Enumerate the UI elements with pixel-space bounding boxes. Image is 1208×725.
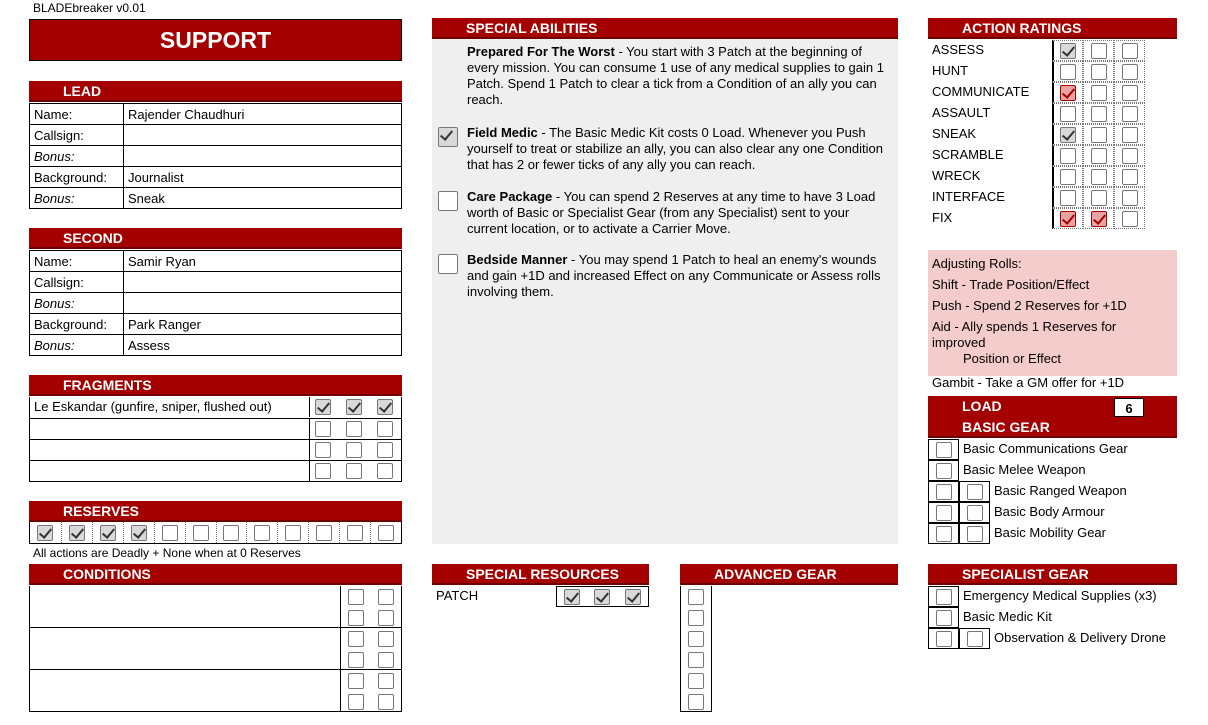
action-dot-cell [1052,166,1083,187]
reserve-cell [154,522,185,543]
field-label: Bonus: [30,335,124,356]
lead-table [29,103,402,209]
info-row [30,188,402,209]
checkbox[interactable] [1060,85,1076,101]
info-row [30,293,402,314]
checkbox[interactable] [1060,64,1076,80]
checkbox[interactable] [1091,127,1107,143]
checkbox[interactable] [1122,64,1138,80]
reserve-cell [216,522,247,543]
field-label: Bonus: [30,188,124,209]
checkbox[interactable] [348,589,364,605]
checkbox[interactable] [967,484,983,500]
info-row [30,104,402,125]
gear-name: Basic Ranged Weapon [994,483,1127,498]
checkbox[interactable] [346,442,362,458]
checkbox[interactable] [1122,127,1138,143]
action-dot-cell [1083,61,1114,82]
checkbox[interactable] [1060,148,1076,164]
field-value[interactable]: Assess [124,335,402,356]
advanced-gear-slot [681,628,711,649]
reserve-cell [30,522,61,543]
action-dot-cell [1083,103,1114,124]
action-dot-cell [1114,208,1145,229]
action-rating-row [928,103,1177,124]
ability-text: - You may spend 1 Patch to heal an enemy's wounds and gain +1D and increased Effect on any Communicate or Assess rolls involving them. [467,252,881,299]
fragment-checks [309,419,398,439]
adjusting-rolls-panel [928,250,1177,390]
checkbox[interactable] [378,652,394,668]
special-resources-header: SPECIAL RESOURCES [432,564,649,585]
field-label: Bonus: [30,146,124,167]
lead-header: LEAD [29,81,402,102]
action-dot-cell [1083,145,1114,166]
action-name: ASSESS [932,42,985,57]
ability-item [467,189,892,237]
resource-row [432,586,649,607]
fragment-checks [309,397,398,417]
advanced-gear-list [680,586,712,712]
special-resources-list [432,586,649,607]
action-rating-row [928,145,1177,166]
checkbox[interactable] [378,525,394,541]
checkbox[interactable] [1122,43,1138,59]
checkbox[interactable] [162,525,178,541]
action-dot-cell [1052,124,1083,145]
gear-name: Basic Communications Gear [963,441,1128,456]
action-name: FIX [932,210,953,225]
action-ratings-header: ACTION RATINGS [928,18,1177,39]
checkbox[interactable] [378,631,394,647]
basic-gear-list [928,439,1177,544]
info-row [30,335,402,356]
checkbox[interactable] [378,694,394,710]
field-value[interactable] [124,293,402,314]
info-row [30,125,402,146]
second-header: SECOND [29,228,402,249]
reserve-cell [61,522,92,543]
gear-item[interactable] [928,523,1177,544]
action-dot-cell [1114,61,1145,82]
action-rating-row [928,124,1177,145]
checkbox[interactable] [346,463,362,479]
fragment-row [30,460,401,481]
action-dot-cell [1114,145,1145,166]
checkbox[interactable] [1091,148,1107,164]
checkbox[interactable] [594,589,610,605]
action-dot-cell [1114,40,1145,61]
checkbox[interactable] [346,399,362,415]
checkbox[interactable] [688,589,704,605]
field-value[interactable]: Journalist [124,167,402,188]
specialist-gear-header: SPECIALIST GEAR [928,564,1177,585]
advanced-gear-slot [681,649,711,670]
gear-box [928,628,959,649]
checkbox[interactable] [688,652,704,668]
checkbox[interactable] [936,610,952,626]
resource-name: PATCH [436,588,479,603]
adjusting-line: Shift - Trade Position/Effect [932,277,1090,292]
checkbox[interactable] [438,254,458,274]
checkbox[interactable] [1060,211,1076,227]
reserve-cell [308,522,339,543]
action-dot-cell [1114,166,1145,187]
condition-row[interactable] [30,628,401,670]
conditions-header: CONDITIONS [29,564,402,585]
checkbox[interactable] [348,652,364,668]
gear-item[interactable] [928,439,1177,460]
gear-name: Basic Mobility Gear [994,525,1106,540]
action-dots [1052,166,1177,187]
adjusting-line: Aid - Ally spends 1 Reserves for improved [932,319,1117,350]
checkbox[interactable] [1091,43,1107,59]
checkbox[interactable] [1060,169,1076,185]
action-name: ASSAULT [932,105,991,120]
reserve-cell [123,522,154,543]
checkbox[interactable] [688,694,704,710]
action-rating-row [928,187,1177,208]
ability-text: - You can spend 2 Reserves at any time to have 3 Load worth of Basic or Specialist Gear (from any Specialist) sent to your current location, or to activate a Carrier Move. [467,189,876,236]
adjusting-title: Adjusting Rolls: [932,256,1022,271]
action-dots [1052,82,1177,103]
action-name: COMMUNICATE [932,84,1030,99]
checkbox[interactable] [688,673,704,689]
checkbox[interactable] [131,525,147,541]
checkbox[interactable] [316,525,332,541]
checkbox[interactable] [378,673,394,689]
action-name: INTERFACE [932,189,1005,204]
checkbox[interactable] [378,589,394,605]
checkbox[interactable] [1091,211,1107,227]
action-dot-cell [1052,208,1083,229]
field-value[interactable]: Park Ranger [124,314,402,335]
action-dot-cell [1052,187,1083,208]
action-name: WRECK [932,168,981,183]
action-dot-cell [1083,166,1114,187]
advanced-gear-slot [681,607,711,628]
ability-text: - You start with 3 Patch at the beginning of every mission. You can consume 1 use of any medical supplies to gain 1 Patch. Spend 1 Patch to clear a tick from a Condition of an ally you can reach. [467,44,884,107]
gear-box [928,481,959,502]
advanced-gear-slot [681,670,711,691]
checkbox[interactable] [315,463,331,479]
action-dots [1052,61,1177,82]
checkbox[interactable] [223,525,239,541]
gear-box [928,523,959,544]
ability-name: Bedside Manner [467,252,568,267]
action-name: SCRAMBLE [932,147,1004,162]
load-header [928,396,1177,438]
info-row [30,272,402,293]
gear-item[interactable] [928,481,1177,502]
checkbox[interactable] [378,610,394,626]
checkbox[interactable] [377,421,393,437]
gear-box [959,481,990,502]
action-dot-cell [1083,208,1114,229]
checkbox[interactable] [377,463,393,479]
version-label: BLADEbreaker v0.01 [33,1,146,15]
gear-name: Basic Body Armour [994,504,1105,519]
field-value[interactable] [124,125,402,146]
field-label: Bonus: [30,293,124,314]
info-row [30,314,402,335]
reserves-track [29,522,402,544]
action-dots [1052,145,1177,166]
action-dot-cell [1083,82,1114,103]
info-row [30,167,402,188]
fragments-header: FRAGMENTS [29,375,402,396]
ability-name: Field Medic [467,125,538,140]
playbook-title: SUPPORT [29,19,402,61]
gear-item[interactable] [928,586,1177,607]
fragment-text[interactable]: Le Eskandar (gunfire, sniper, flushed out) [34,399,272,414]
gear-name: Basic Melee Weapon [963,462,1086,477]
checkbox[interactable] [688,610,704,626]
gear-box [928,439,959,460]
action-dots [1052,208,1177,229]
checkbox[interactable] [936,526,952,542]
gear-box [928,460,959,481]
basic-gear-label: BASIC GEAR [962,419,1050,435]
reserve-cell [246,522,277,543]
reserves-note: All actions are Deadly + None when at 0 Reserves [33,546,301,560]
checkbox[interactable] [1122,106,1138,122]
checkbox[interactable] [967,526,983,542]
fragment-row [30,397,401,418]
load-label: LOAD [962,398,1002,414]
field-value[interactable] [124,146,402,167]
specialist-gear-list [928,586,1177,649]
checkbox[interactable] [967,505,983,521]
field-value[interactable] [124,272,402,293]
gear-item[interactable] [928,502,1177,523]
field-label: Name: [30,104,124,125]
action-dot-cell [1052,103,1083,124]
gear-item[interactable] [928,607,1177,628]
gear-name: Basic Medic Kit [963,609,1052,624]
checkbox[interactable] [347,525,363,541]
action-dots [1052,187,1177,208]
condition-ticks [340,586,401,628]
checkbox[interactable] [1091,64,1107,80]
field-label: Name: [30,251,124,272]
gear-box [928,502,959,523]
checkbox[interactable] [1091,106,1107,122]
action-dot-cell [1052,82,1083,103]
action-dot-cell [1114,187,1145,208]
checkbox[interactable] [1060,43,1076,59]
action-dot-cell [1114,124,1145,145]
checkbox[interactable] [936,631,952,647]
action-dot-cell [1052,61,1083,82]
reserve-cell [339,522,370,543]
checkbox[interactable] [1060,106,1076,122]
fragment-checks [309,440,398,460]
action-rating-row [928,61,1177,82]
gear-item[interactable] [928,628,1177,649]
field-value[interactable]: Samir Ryan [124,251,402,272]
action-dot-cell [1114,82,1145,103]
condition-ticks [340,628,401,670]
advanced-gear-header: ADVANCED GEAR [680,564,898,585]
action-dot-cell [1052,40,1083,61]
info-row [30,146,402,167]
checkbox[interactable] [377,399,393,415]
checkbox[interactable] [936,442,952,458]
gear-item[interactable] [928,460,1177,481]
checkbox[interactable] [348,631,364,647]
checkbox[interactable] [936,589,952,605]
checkbox[interactable] [688,631,704,647]
action-dot-cell [1083,124,1114,145]
load-value[interactable]: 6 [1114,398,1144,417]
condition-row[interactable] [30,586,401,628]
checkbox[interactable] [348,694,364,710]
checkbox[interactable] [1091,190,1107,206]
checkbox[interactable] [1122,190,1138,206]
checkbox[interactable] [438,191,458,211]
ability-name: Care Package [467,189,553,204]
fragment-row [30,418,401,439]
action-dots [1052,124,1177,145]
second-table [29,250,402,356]
ability-item [467,125,892,173]
checkbox[interactable] [348,610,364,626]
condition-ticks [340,670,401,712]
action-name: HUNT [932,63,969,78]
checkbox[interactable] [346,421,362,437]
ability-item [467,252,892,300]
action-ratings-list [928,40,1177,229]
gear-box [928,607,959,628]
action-dots [1052,103,1177,124]
special-abilities-header: SPECIAL ABILITIES [432,18,898,39]
checkbox[interactable] [315,421,331,437]
fragments-list [29,397,402,482]
checkbox[interactable] [1122,85,1138,101]
fragment-checks [309,461,398,481]
checkbox[interactable] [315,442,331,458]
gear-name: Emergency Medical Supplies (x3) [963,588,1157,603]
reserves-header: RESERVES [29,501,402,522]
action-dot-cell [1114,103,1145,124]
ability-text: - The Basic Medic Kit costs 0 Load. Whenever you Push yourself to treat or stabilize an ally, you can also clear any one Condition that has 2 or fewer ticks of any ally you can reach. [467,125,883,172]
field-value[interactable]: Sneak [124,188,402,209]
action-rating-row [928,82,1177,103]
action-name: SNEAK [932,126,977,141]
fragment-row [30,439,401,460]
checkbox[interactable] [564,589,580,605]
conditions-list [29,586,402,712]
gear-box [959,523,990,544]
checkbox[interactable] [625,589,641,605]
checkbox[interactable] [37,525,53,541]
gear-box [928,586,959,607]
action-dots [1052,40,1177,61]
checkbox[interactable] [315,399,331,415]
checkbox[interactable] [1060,127,1076,143]
checkbox[interactable] [1122,169,1138,185]
checkbox[interactable] [1091,169,1107,185]
advanced-gear-slot [681,691,711,712]
reserve-cell [92,522,123,543]
action-dot-cell [1083,187,1114,208]
advanced-gear-slot [681,586,711,607]
checkbox[interactable] [936,463,952,479]
ability-item [467,44,892,108]
field-value[interactable]: Rajender Chaudhuri [124,104,402,125]
checkbox[interactable] [100,525,116,541]
checkbox[interactable] [438,127,458,147]
adjusting-line: Position or Effect [963,351,1062,366]
field-label: Background: [30,167,124,188]
field-label: Callsign: [30,125,124,146]
checkbox[interactable] [1122,148,1138,164]
ability-name: Prepared For The Worst [467,44,615,59]
checkbox[interactable] [377,442,393,458]
adjusting-line: Gambit - Take a GM offer for +1D [932,375,1125,390]
action-rating-row [928,208,1177,229]
checkbox[interactable] [967,631,983,647]
gear-box [959,628,990,649]
checkbox[interactable] [936,484,952,500]
checkbox[interactable] [254,525,270,541]
gear-name: Observation & Delivery Drone [994,630,1166,645]
checkbox[interactable] [348,673,364,689]
reserve-cell [185,522,216,543]
adjusting-line: Push - Spend 2 Reserves for +1D [932,298,1127,313]
resource-checks [556,586,649,607]
checkbox[interactable] [1060,190,1076,206]
checkbox[interactable] [936,505,952,521]
gear-box [959,502,990,523]
checkbox[interactable] [69,525,85,541]
checkbox[interactable] [193,525,209,541]
checkbox[interactable] [285,525,301,541]
action-dot-cell [1052,145,1083,166]
field-label: Callsign: [30,272,124,293]
info-row [30,251,402,272]
action-rating-row [928,166,1177,187]
checkbox[interactable] [1122,211,1138,227]
action-dot-cell [1083,40,1114,61]
reserve-cell [277,522,308,543]
reserve-cell [370,522,401,543]
checkbox[interactable] [1091,85,1107,101]
action-rating-row [928,40,1177,61]
field-label: Background: [30,314,124,335]
condition-row[interactable] [30,670,401,712]
